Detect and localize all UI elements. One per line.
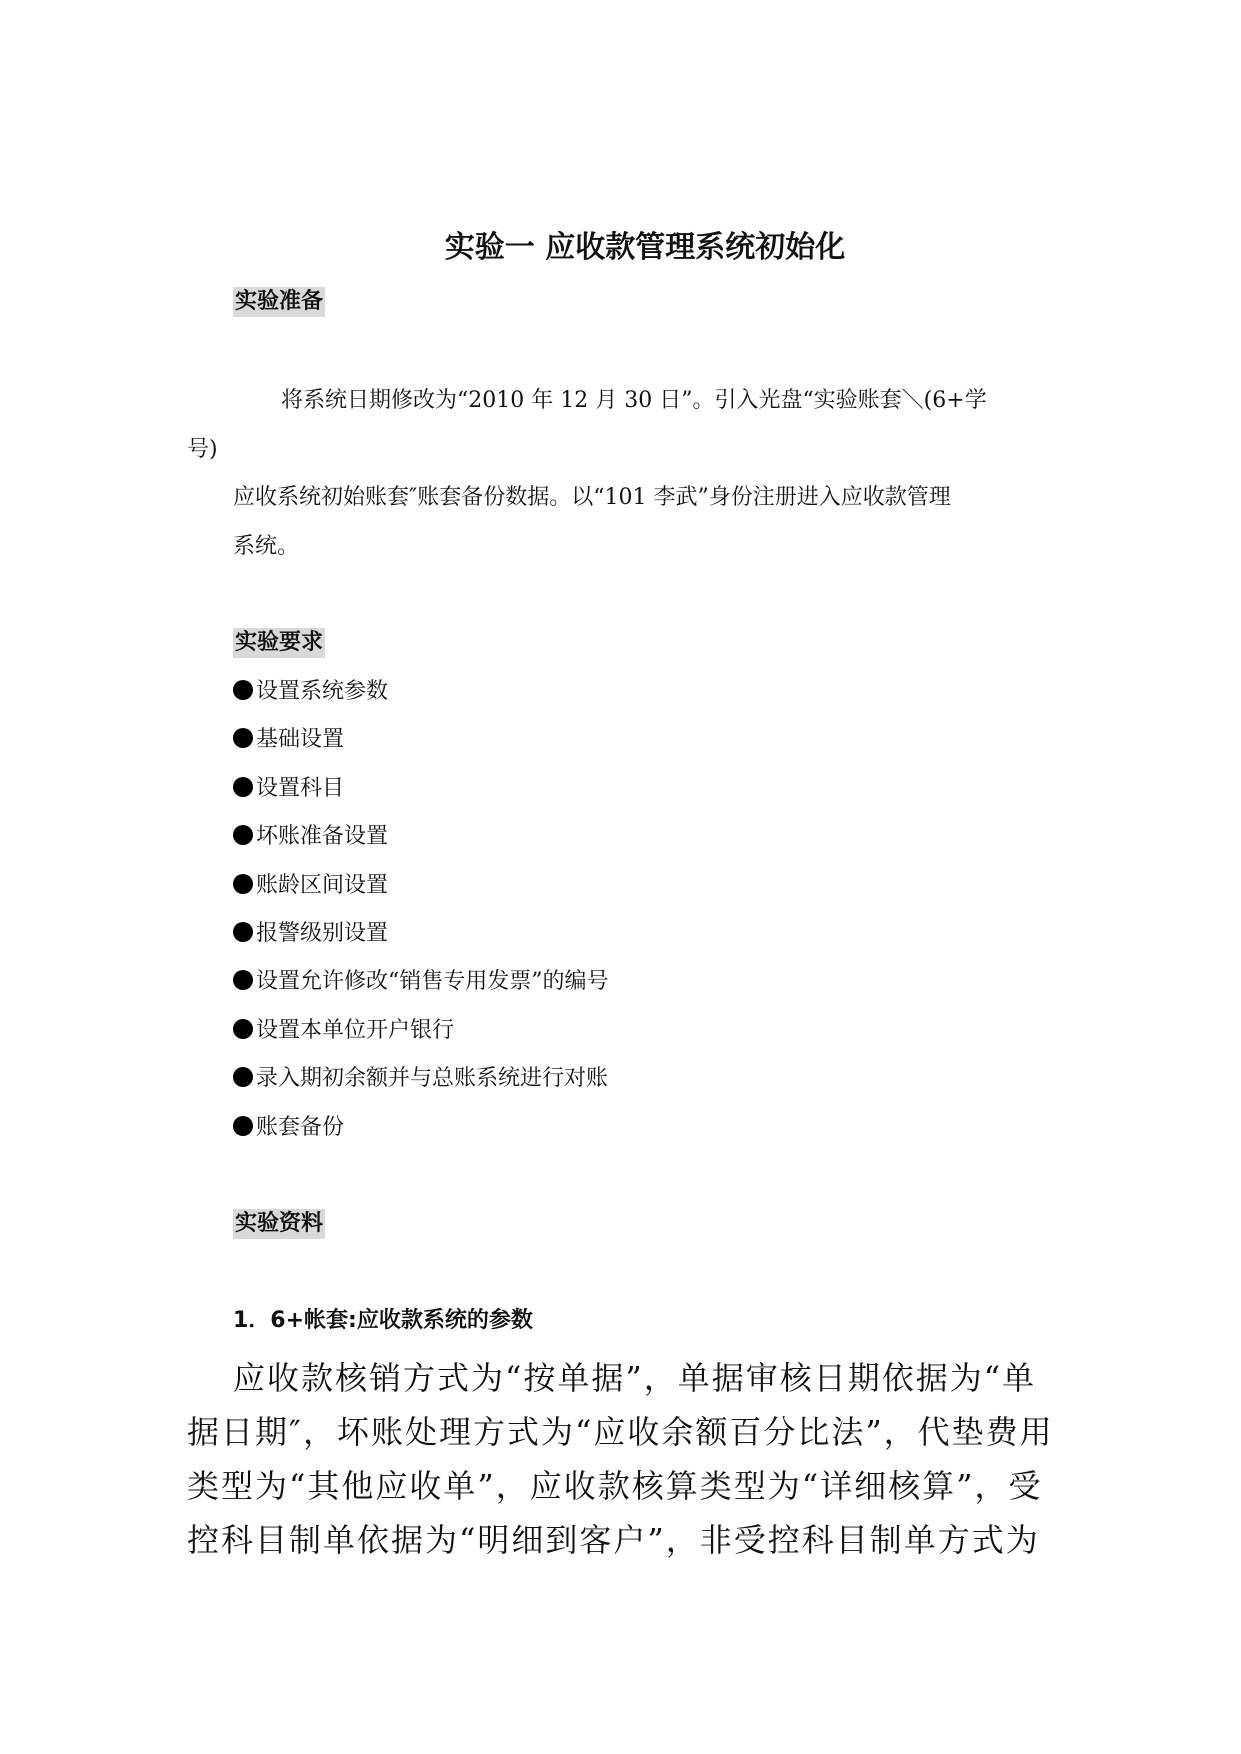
bullet-icon	[233, 728, 253, 748]
bullet-icon	[233, 680, 253, 700]
list-item: 报警级别设置	[233, 919, 388, 949]
prep-text-line-2: 号)	[187, 437, 218, 462]
prep-text-line-3: 应收系统初始账套″账套备份数据。以“101 李武”身份注册进入应收款管理	[233, 485, 951, 510]
list-item: 坏账准备设置	[233, 822, 388, 852]
prep-text-line-1: 将系统日期修改为“2010 年 12 月 30 日”。引入光盘“实验账套＼(6+学	[281, 388, 987, 413]
section-heading-requirements: 实验要求	[233, 628, 325, 658]
bullet-icon	[233, 1019, 253, 1039]
body-line-3: 类型为“其他应收单”，应收款核算类型为“详细核算”，受	[187, 1467, 1043, 1505]
page-title: 实验一 应收款管理系统初始化	[444, 230, 846, 265]
bullet-icon	[233, 1067, 253, 1087]
bullet-icon	[233, 970, 253, 990]
list-item: 设置本单位开户银行	[233, 1016, 454, 1046]
prep-text-line-4: 系统。	[233, 534, 300, 559]
list-item: 设置科目	[233, 774, 344, 804]
list-item: 录入期初余额并与总账系统进行对账	[233, 1064, 608, 1094]
bullet-icon	[233, 1116, 253, 1136]
section-heading-data: 实验资料	[233, 1209, 325, 1239]
list-item: 账龄区间设置	[233, 871, 388, 901]
subheading: 1．6+帐套:应收款系统的参数	[233, 1308, 533, 1333]
section-heading-prep: 实验准备	[233, 287, 325, 317]
bullet-icon	[233, 874, 253, 894]
bullet-icon	[233, 922, 253, 942]
body-line-2: 据日期″，坏账处理方式为“应收余额百分比法”，代垫费用	[187, 1413, 1054, 1451]
body-line-1: 应收款核销方式为“按单据”，单据审核日期依据为“单	[233, 1359, 1037, 1397]
body-line-4: 控科目制单依据为“明细到客户”，非受控科目制单方式为	[187, 1521, 1040, 1559]
list-item: 设置允许修改“销售专用发票”的编号	[233, 967, 609, 997]
bullet-icon	[233, 825, 253, 845]
list-item: 基础设置	[233, 725, 344, 755]
bullet-icon	[233, 777, 253, 797]
list-item: 设置系统参数	[233, 677, 388, 707]
list-item: 账套备份	[233, 1113, 344, 1143]
